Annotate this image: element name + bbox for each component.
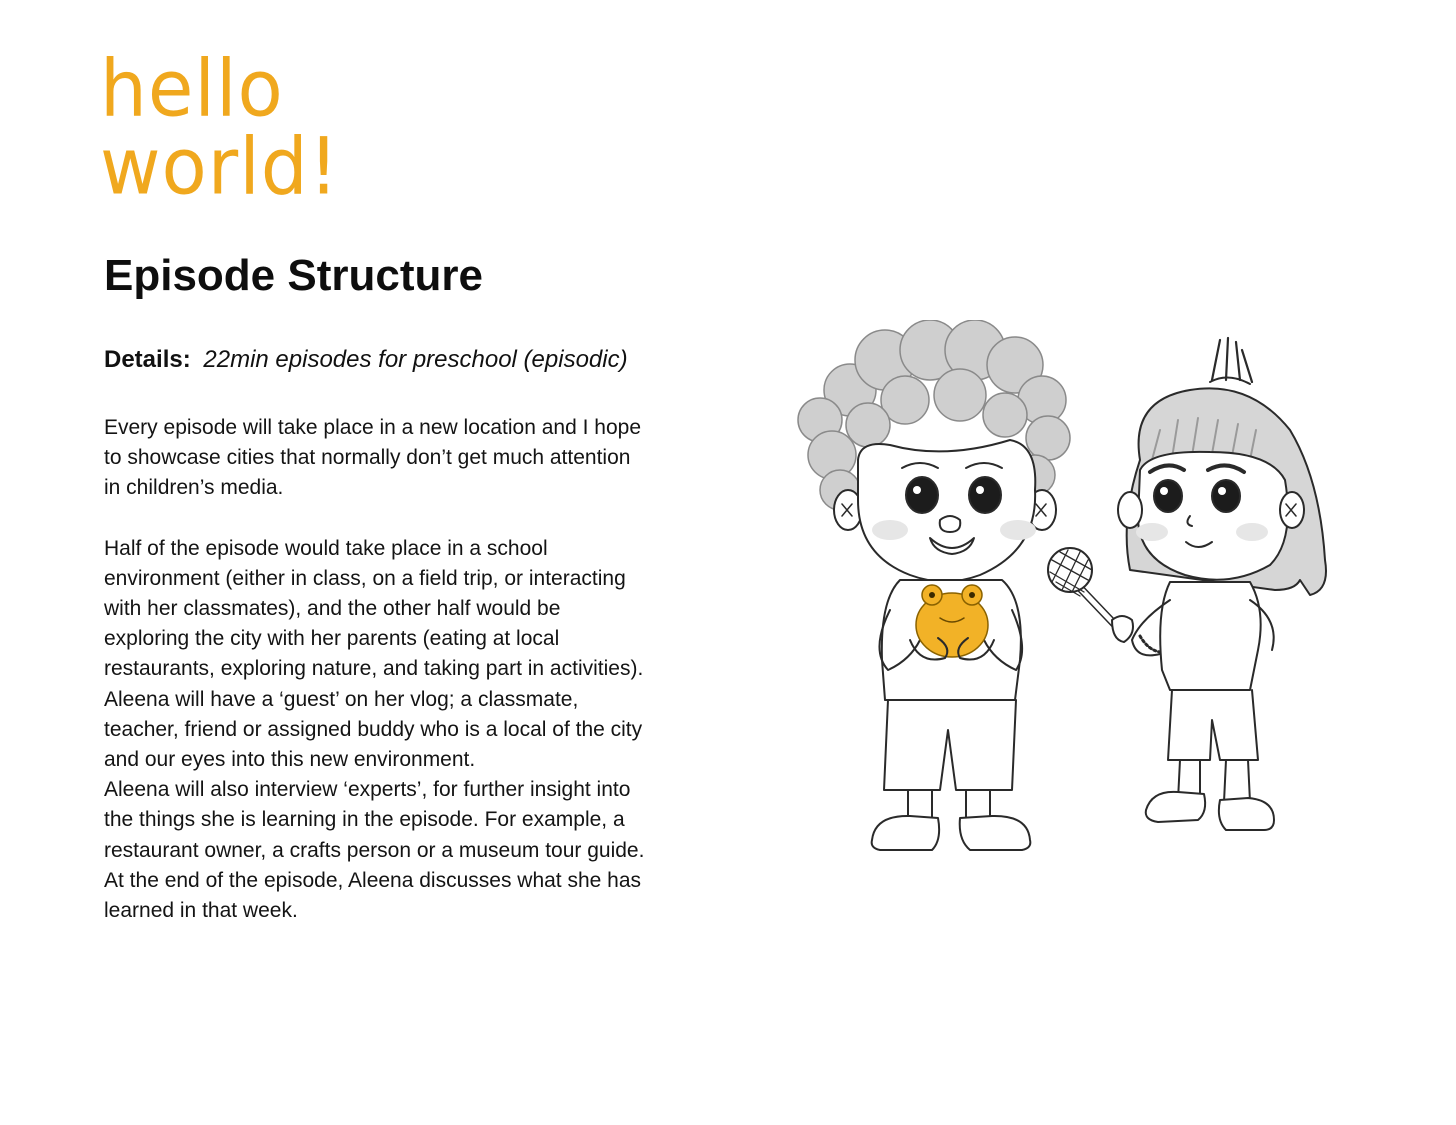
logo-line-world: world! <box>100 121 340 213</box>
microphone-icon <box>1048 548 1120 630</box>
text-line: restaurants, exploring nature, and taking part in activities). <box>104 657 644 681</box>
frog-toy-icon <box>916 585 988 657</box>
text-line: to showcase cities that normally don’t get much attention <box>104 446 631 470</box>
text-line: At the end of the episode, Aleena discusses what she has <box>104 868 642 892</box>
page-title: Episode Structure <box>104 251 483 300</box>
text-line: the things she is learning in the episode. For example, a <box>104 808 625 832</box>
paragraph-structure <box>104 534 744 927</box>
text-line: restaurant owner, a crafts person or a museum tour guide. <box>104 838 645 862</box>
hello-world-logo <box>100 43 370 220</box>
text-line: learned in that week. <box>104 899 298 923</box>
text-line: exploring the city with her parents (eating at local <box>104 627 560 651</box>
paragraph-location <box>104 413 744 504</box>
characters-illustration <box>780 320 1360 860</box>
text-line: Every episode will take place in a new location and I hope <box>104 416 641 439</box>
boy-character <box>798 320 1070 850</box>
details-label: Details: <box>104 346 191 373</box>
logo-line-hello: hello <box>100 43 284 135</box>
episode-description <box>104 413 744 926</box>
text-line: Aleena will also interview ‘experts’, for further insight into <box>104 778 631 802</box>
details-value: 22min episodes for preschool (episodic) <box>203 346 628 373</box>
text-line: Half of the episode would take place in a school <box>104 536 548 560</box>
text-line: and our eyes into this new environment. <box>104 748 476 772</box>
text-line: with her classmates), and the other half would be <box>104 597 561 621</box>
text-line: teacher, friend or assigned buddy who is a local of the city <box>104 717 643 741</box>
text-line: in children’s media. <box>104 476 284 500</box>
girl-character <box>1048 338 1326 830</box>
text-line: Aleena will have a ‘guest’ on her vlog; a classmate, <box>104 687 579 711</box>
paragraph-gap <box>104 504 744 534</box>
details-line <box>104 342 628 378</box>
text-line: environment (either in class, on a field trip, or interacting <box>104 566 626 590</box>
